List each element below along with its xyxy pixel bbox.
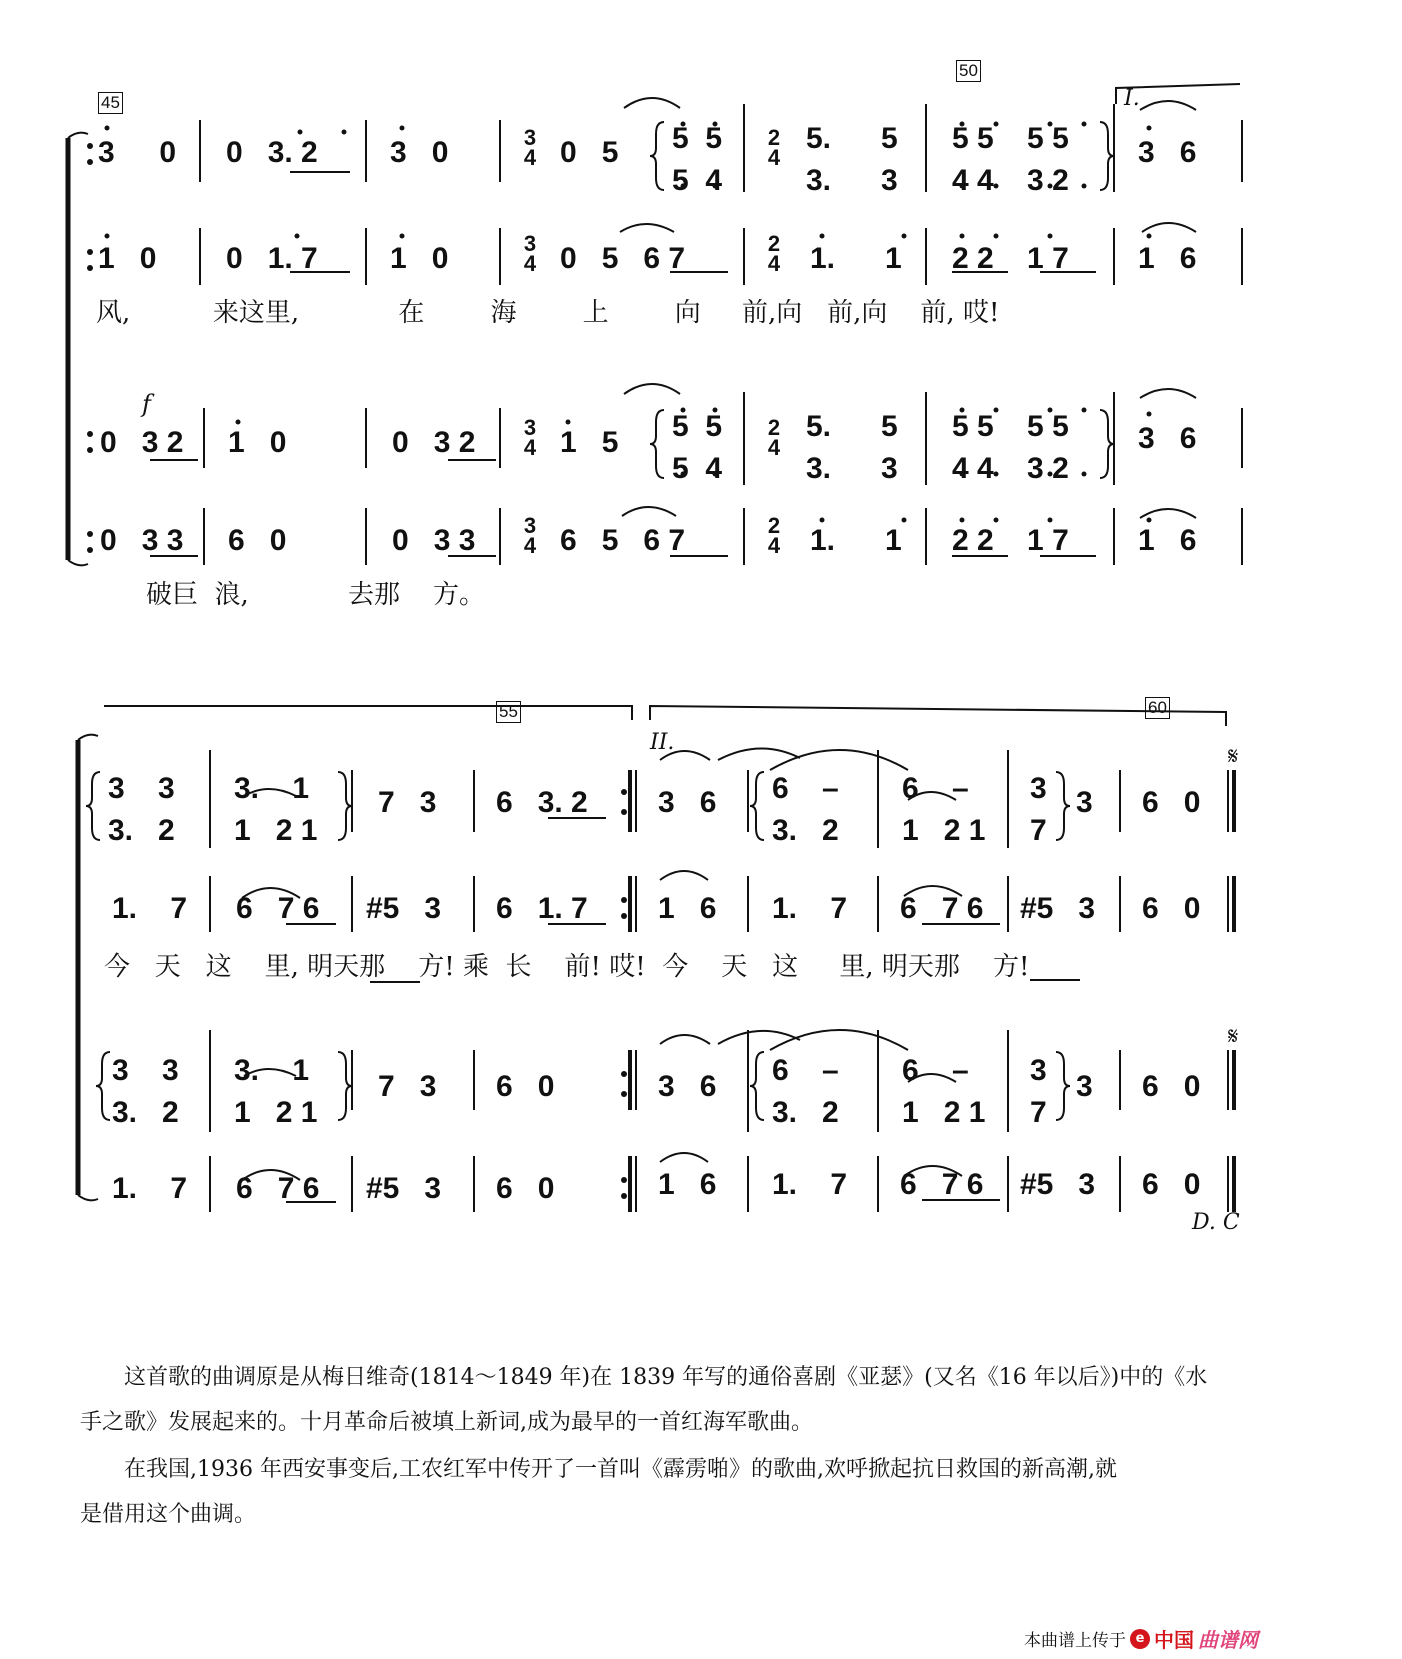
time-sig-2-4-row3: 2 4 (767, 415, 781, 460)
notes-paragraph-1: 这首歌的曲调原是从梅日维奇(1814～1849 年)在 1839 年写的通俗喜剧《亚瑟》(又名《16 年以后》)中的《水 (124, 1365, 1208, 1390)
s2-row2-m1: 1. 7 (112, 892, 188, 925)
watermark-logo-icon: e (1130, 1629, 1150, 1649)
s1-row3-chord-c: 5 5 5 5 4 4 3 2 (952, 410, 1069, 485)
s2-row2-m9: 6 0 (1142, 892, 1201, 925)
s1-row3-m4: 1 5 (560, 426, 619, 459)
time-sig-3-4-row3: 3 4 (523, 415, 537, 460)
s2-row3-m2: 3. 1 1 2 1 (234, 1054, 318, 1129)
s2-row3-m7: 6 – 1 2 1 (902, 1054, 986, 1129)
s2-row4-m5: 1 6 (658, 1168, 717, 1201)
s2-row2-m2: 6 7 6 (236, 892, 320, 925)
s1-row3-volta: 3 6 (1138, 422, 1197, 455)
notes-paragraph-2: 在我国,1936 年西安事变后,工农红军中传开了一首叫《霹雳啪》的歌曲,欢呼掀起抗日救国的新高潮,就 (124, 1457, 1117, 1482)
s2-row1-m8b: 3 (1076, 786, 1093, 819)
watermark-prefix: 本曲谱上传于 (1024, 1631, 1126, 1651)
s1-row2-m2: 0 1. 7 (226, 242, 318, 275)
s1-row1-m2: 0 3. 2 (226, 136, 318, 169)
s1-row3-m2: 1 0 (228, 426, 287, 459)
s1-row4-m7: 1 6 (1138, 524, 1197, 557)
s1-row1-chord-b: 5. 5 3. 3 (806, 122, 898, 197)
s2-row4-m8: #5 3 (1020, 1168, 1096, 1201)
measure-number-60: 60 (1145, 697, 1170, 719)
measure-number-55: 55 (496, 701, 521, 723)
s2-row3-m4: 6 0 (496, 1070, 555, 1103)
volta-two-label: II. (650, 730, 675, 755)
s2-row1-m2: 3. 1 1 2 1 (234, 772, 318, 847)
time-sig-2-4-row1: 2 4 (767, 125, 781, 170)
s2-row1-m6: 6 – 3. 2 (772, 772, 839, 847)
s1-row3-chord-b: 5. 5 3. 3 (806, 410, 898, 485)
s1-row2-m4: 0 5 6 7 (560, 242, 686, 275)
s2-row1-m5: 3 6 (658, 786, 717, 819)
s1-row2-m1: 1 0 (98, 242, 157, 275)
s2-row4-m1: 1. 7 (112, 1172, 188, 1205)
s2-row4-m2: 6 7 6 (236, 1172, 320, 1205)
s2-row3-m1: 3 3 3. 2 (112, 1054, 179, 1129)
s2-row4-m9: 6 0 (1142, 1168, 1201, 1201)
s1-row4-m6: 2 2 1 7 (952, 524, 1069, 557)
s2-row4-m7: 6 7 6 (900, 1168, 984, 1201)
s1-row2-m5: 1. 1 (810, 242, 902, 275)
notes-paragraph-2b: 是借用这个曲调。 (80, 1502, 257, 1527)
da-capo-marking: D. C (1192, 1210, 1240, 1235)
s1-row1-m4: 0 5 (560, 136, 619, 169)
s2-row1-m8: 3 7 (1030, 772, 1047, 847)
volta-one-label: I. (1124, 86, 1140, 111)
time-sig-2-4-row4: 2 4 (767, 513, 781, 558)
s2-row2-m5: 1 6 (658, 892, 717, 925)
s2-row3-m8b: 3 (1076, 1070, 1093, 1103)
s2-row2-m3: #5 3 (366, 892, 442, 925)
s2-row1-m1: 3 3 3. 2 (108, 772, 175, 847)
time-sig-3-4-row2: 3 4 (523, 231, 537, 276)
s1-row1-m3: 3 0 (390, 136, 449, 169)
segno-mark-top: 𝄋 (1228, 742, 1239, 770)
s1-row4-m1: 0 3 3 (100, 524, 184, 557)
s1-row3-m3: 0 3 2 (392, 426, 476, 459)
s2-row4-m3: #5 3 (366, 1172, 442, 1205)
watermark-brand-b: 曲谱网 (1198, 1628, 1258, 1652)
s1-row1-volta: 3 6 (1138, 136, 1197, 169)
s2-row2-m8: #5 3 (1020, 892, 1096, 925)
s2-row4-m4: 6 0 (496, 1172, 555, 1205)
s2-row3-m5: 3 6 (658, 1070, 717, 1103)
time-sig-2-4-row2: 2 4 (767, 231, 781, 276)
notes-paragraph-1b: 手之歌》发展起来的。十月革命后被填上新词,成为最早的一首红海军歌曲。 (80, 1410, 813, 1435)
s1-row4-m2: 6 0 (228, 524, 287, 557)
s1-row2-m3: 1 0 (390, 242, 449, 275)
dynamic-forte: f (142, 390, 151, 418)
s1-row1-notes: 3 0 (98, 136, 177, 169)
watermark[interactable] (1024, 1624, 1258, 1653)
lyrics-line-3: 今 天 这 里, 明天那 方! 乘 长 前! 哎! 今 天 这 里, 明天那 方! (104, 952, 1030, 982)
s2-row1-m4: 6 3. 2 (496, 786, 588, 819)
s1-row4-m4: 6 5 6 7 (560, 524, 686, 557)
s1-row3-chord-a: 5 5 5 4 (672, 410, 723, 485)
s2-row2-m4: 6 1. 7 (496, 892, 588, 925)
s1-row1-chord-a: 5 5 5 4 (672, 122, 723, 197)
s2-row4-m6: 1. 7 (772, 1168, 848, 1201)
s2-row1-m9: 6 0 (1142, 786, 1201, 819)
s1-row4-m5: 1. 1 (810, 524, 902, 557)
s1-row1-chord-c: 5 5 5 5 4 4 3 2 (952, 122, 1069, 197)
watermark-brand-a: 中国 (1154, 1628, 1194, 1652)
s2-row2-m6: 1. 7 (772, 892, 848, 925)
s2-row3-m9: 6 0 (1142, 1070, 1201, 1103)
measure-number-50: 50 (956, 60, 981, 82)
s2-row1-m7: 6 – 1 2 1 (902, 772, 986, 847)
lyrics-line-1: 风, 来这里, 在 海 上 向 前,向 前,向 前, 哎! (96, 298, 1000, 328)
measure-number-45: 45 (98, 92, 123, 114)
lyrics-line-2: 破巨 浪, 去那 方。 (146, 580, 486, 610)
s2-row1-m3: 7 3 (378, 786, 437, 819)
time-sig-3-4-row4: 3 4 (523, 513, 537, 558)
s1-row2-m7: 1 6 (1138, 242, 1197, 275)
segno-mark-bottom: 𝄋 (1228, 1022, 1239, 1050)
s2-row3-m3: 7 3 (378, 1070, 437, 1103)
s1-row2-m6: 2 2 1 7 (952, 242, 1069, 275)
s2-row3-m6: 6 – 3. 2 (772, 1054, 839, 1129)
time-sig-3-4-row1: 3 4 (523, 125, 537, 170)
s1-row3-m1: 0 3 2 (100, 426, 184, 459)
s1-row4-m3: 0 3 3 (392, 524, 476, 557)
s2-row2-m7: 6 7 6 (900, 892, 984, 925)
s2-row3-m8: 3 7 (1030, 1054, 1047, 1129)
